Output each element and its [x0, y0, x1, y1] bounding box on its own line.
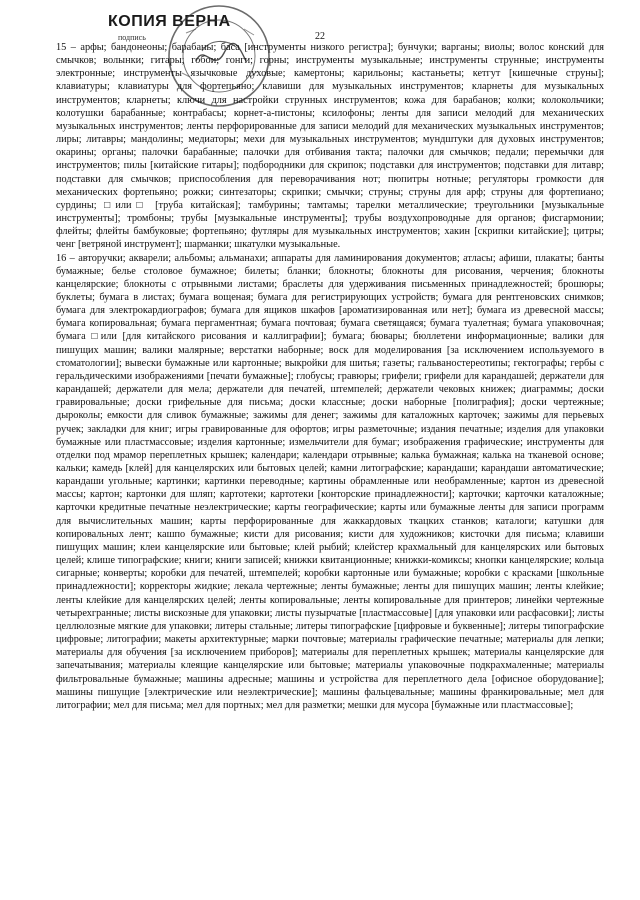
copy-stamp-title: КОПИЯ ВЕРНА [108, 13, 231, 30]
page-number: 22 [315, 31, 325, 42]
copy-stamp-subtitle: подпись [118, 33, 146, 42]
document-body [56, 41, 604, 712]
class-15-paragraph: 15 – арфы; бандонеоны; барабаны; баса [инструменты низкого регистра]; бунчуки; варганы; виолы; волос конский для смычков; волынки; гитары; гобои; гонги; горны; инструменты музыкальные; инструменты струнные; инструменты электронные; инструменты язычковые духовые; камертоны; карильоны; кастаньеты; кетгут [кишечные струны]; клавиатуры; клавиатуры для фортепьяно; клавиши для музыкальных инструментов; кларнеты для музыкальных инструментов; кларнеты; ключи для настройки струнных инструментов; кожа для барабанов; колки; колокольчики; колотушки барабанные; контрабасы; корнет-а-пистоны; ксилофоны; ленты для записи мелодий для механических музыкальных инструментов; ленты перфорированные для записи мелодий для механических музыкальных инструментов; лиры; литавры; мандолины; медиаторы; мехи для музыкальных инструментов; мундштуки для духовых инструментов; окарины; органы; палочки барабанные; палочки для отбивания такта; палочки для смычков; педали; перемычки для инструментов; пилы [китайские гитары]; подбородники для скрипок; подставки для инструментов; подставки для литавр; подставки для смычков; приспособления для переворачивания нот; пюпитры нотные; регуляторы громкости для механических фортепьяно; рожки; синтезаторы; скрипки; смычки; струны; струны для арф; струны для фортепиано; сурдины; □или□ [труба китайская]; тамбурины; тамтамы; тарелки металлические; треугольники [музыкальные инструменты]; тромбоны; трубы [музыкальные инструменты]; трубы воздухопроводные для органов; фисгармонии; флейты; флейты бамбуковые; фортепьяно; футляры для музыкальных инструментов; хакин [скрипки китайские]; цитры; ченг [ветряной инструмент]; шарманки; шкатулки музыкальные. [56, 42, 604, 251]
class-16-paragraph: 16 – авторучки; акварели; альбомы; альманахи; аппараты для ламинирования документов; атласы; афиши, плакаты; банты бумажные; белье столовое бумажное; билеты; бланки; блокноты; блокноты для рисования, черчения; блокноты канцелярские; блокноты с отрывными листами; браслеты для удерживания письменных принадлежностей; брошюры; буклеты; бумага в листах; бумага вощеная; бумага для регистрирующих устройств; бумага для рентгеновских снимков; бумага для электрокардиографов; бумага для ящиков шкафов [ароматизированная или нет]; бумага из древесной массы; бумага копировальная; бумага пергаментная; бумага почтовая; бумага светящаяся; бумага туалетная; бумага упаковочная; бумага □или [для китайского рисования и каллиграфии]; бумага; бювары; бюллетени информационные; валики для пишущих машин; валики малярные; верстатки наборные; воск для моделирования [за исключением используемого в стоматологии]; вывески бумажные или картонные; выкройки для шитья; газеты; гальваностереотипы; гектографы; гербы с геральдическими изображениями [печати бумажные]; глобусы; гравюры; грифели; грифели для карандашей; держатели для карандашей; держатели для мела; держатели для печатей, штемпелей; держатели чековых книжек; диаграммы; доски гравировальные; доски грифельные для письма; доски классные; доски наборные [полиграфия]; доски чертежные; дыроколы; емкости для сливок бумажные; зажимы для денег; зажимы для каталожных карточек; зажимы для перьевых ручек; закладки для книг; игры гравированные для офортов; игры разметочные; издания печатные; изделия для упаковки бумажные или пластмассовые; изделия картонные; измельчители для бумаг; изображения графические; инструменты для отделки под мрамор переплетных крышек; календари; календари отрывные; калька бумажная; калька на тканевой основе; кальки; камедь [клей] для канцелярских или бытовых целей; камни литографские; карандаши; карандаши автоматические; карандаши угольные; картинки; картинки переводные; картины обрамленные или необрамленные; картон из древесной массы; картон; картонки для шляп; картотеки; картотеки [конторские принадлежности]; карточки; карточки каталожные; карточки кредитные печатные неэлектрические; карты географические; карты или бумажные ленты для записи программ для вычислительных машин; карты перфорированные для жаккардовых ткацких станков; каталоги; катушки для копировальных лент; кашпо бумажные; кисти для рисования; кисти для художников; кисточки для письма; клавиши пишущих машин; клеи канцелярские или бытовые; клей рыбий; клейстер крахмальный для канцелярских или бытовых целей; клише типографские; книги; книги записей; книжки квитанционные; книжки-комиксы; кнопки канцелярские; кольца сигарные; конверты; коробки для печатей, штемпелей; коробки картонные или бумажные; коробки с красками [школьные принадлежности]; корректоры жидкие; лекала чертежные; ленты бумажные; ленты для пишущих машин; ленты клейкие; ленты клейкие для канцелярских целей; ленты копировальные; ленты копировальные для принтеров; линейки чертежные четырехгранные; листы вискозные для упаковки; листы пузырчатые [пластмассовые] [для упаковки или расфасовки]; листы целлюлозные мягкие для упаковки; литеры стальные; литеры типографские [цифровые и буквенные]; литеры типографские цифровые; литографии; макеты архитектурные; марки почтовые; материалы графические печатные; материалы для лепки; материалы для обучения [за исключением приборов]; материалы для переплетных крышек; материалы канцелярские для запечатывания; материалы клеящие канцелярские или бытовые; материалы упаковочные подкрахмаленные; материалы фильтровальные бумажные; машины адресные; машины и устройства для переплетного дела [офисное оборудование]; машины пишущие [электрические или неэлектрические]; машины фальцевальные; машины франкировальные; мел для литографии; мел для письма; мел для портных; мел для разметки; мешки для мусора [бумажные или пластмассовые]; [56, 252, 604, 711]
